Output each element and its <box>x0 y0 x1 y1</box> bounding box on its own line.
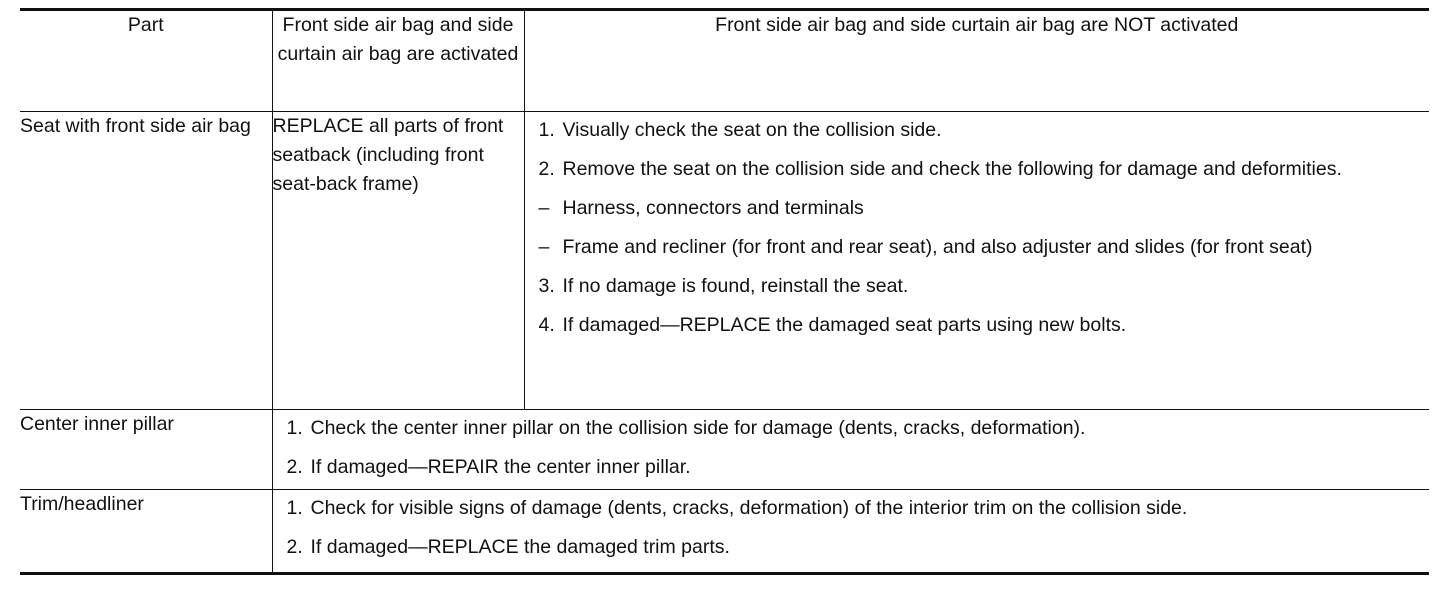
step-item <box>287 533 1420 562</box>
step-marker: – <box>538 236 550 258</box>
step-item <box>287 494 1420 523</box>
table-row <box>20 410 1429 490</box>
table-row <box>20 490 1429 574</box>
steps-cell <box>272 410 1429 490</box>
header-activated: Front side air bag and side curtain air bag are activated <box>272 10 524 112</box>
step-text: Visually check the seat on the collision side. <box>562 119 942 141</box>
step-marker: 2. <box>538 158 555 180</box>
step-text: Harness, connectors and terminals <box>562 197 864 219</box>
step-marker: 2. <box>286 456 303 478</box>
step-marker: 2. <box>286 536 303 558</box>
step-marker: 1. <box>538 119 555 141</box>
step-text: Frame and recliner (for front and rear seat), and also adjuster and slides (for front seat) <box>562 236 1313 258</box>
step-text: If damaged—REPAIR the center inner pillar. <box>310 456 691 478</box>
step-marker: 1. <box>286 417 303 439</box>
step-text: Check the center inner pillar on the collision side for damage (dents, cracks, deformation). <box>310 417 1086 439</box>
step-item <box>539 116 1420 145</box>
steps-cell <box>524 112 1429 410</box>
step-text: Check for visible signs of damage (dents, cracks, deformation) of the interior trim on the collision side. <box>310 497 1188 519</box>
steps-list <box>273 410 1430 488</box>
step-item <box>539 155 1420 184</box>
header-part: Part <box>20 10 272 112</box>
header-not-activated: Front side air bag and side curtain air bag are NOT activated <box>524 10 1429 112</box>
steps-cell <box>272 490 1429 574</box>
steps-list <box>273 490 1430 568</box>
step-marker: 4. <box>538 314 555 336</box>
step-item <box>539 272 1420 301</box>
table-row <box>20 112 1429 410</box>
step-text: If damaged—REPLACE the damaged seat parts using new bolts. <box>562 314 1127 336</box>
activated-cell: REPLACE all parts of front seatback (including front seat-back frame) <box>272 112 524 410</box>
part-cell: Trim/headliner <box>20 490 272 574</box>
part-cell: Seat with front side air bag <box>20 112 272 410</box>
step-marker: 1. <box>286 497 303 519</box>
step-text: Remove the seat on the collision side and check the following for damage and deformities. <box>562 158 1342 180</box>
step-item <box>539 233 1420 262</box>
header-row <box>20 10 1429 112</box>
step-text: If damaged—REPLACE the damaged trim parts. <box>310 536 730 558</box>
part-cell: Center inner pillar <box>20 410 272 490</box>
step-item <box>287 453 1420 482</box>
inspection-table <box>20 8 1429 575</box>
step-item <box>287 414 1420 443</box>
step-marker: – <box>538 197 550 219</box>
step-marker: 3. <box>538 275 555 297</box>
step-item <box>539 194 1420 223</box>
step-text: If no damage is found, reinstall the seat. <box>562 275 909 297</box>
steps-list <box>525 112 1430 346</box>
step-item <box>539 311 1420 340</box>
